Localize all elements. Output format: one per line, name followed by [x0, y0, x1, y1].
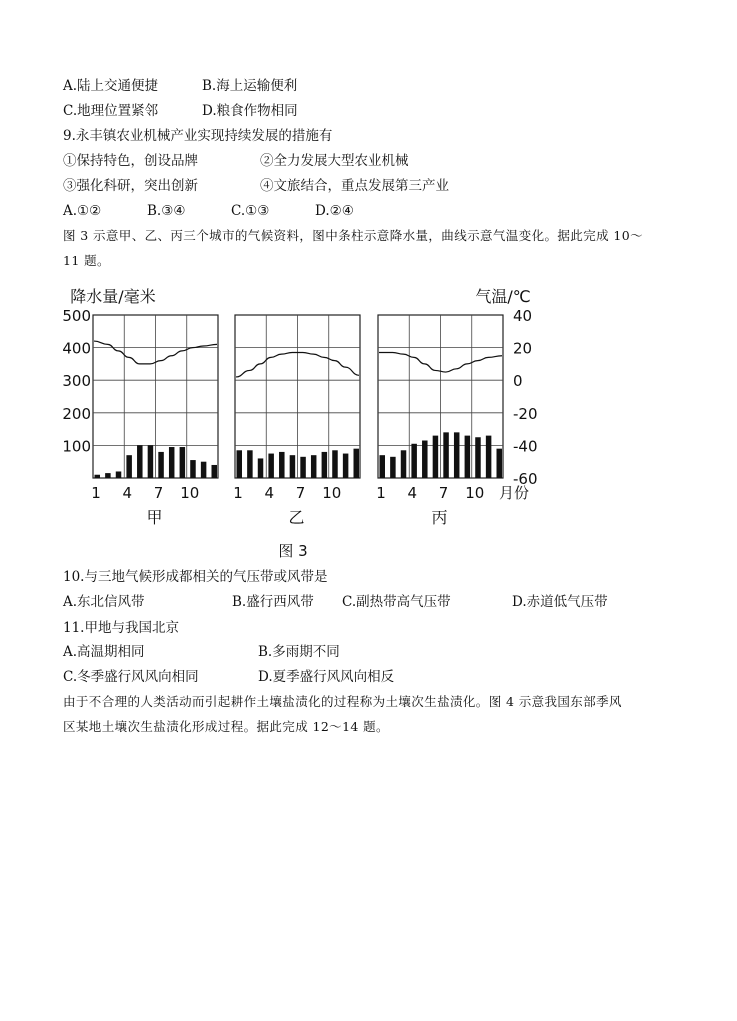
- precip-bar: [212, 465, 218, 478]
- month-tick-label: 7: [438, 484, 449, 502]
- precip-tick-label: 200: [62, 404, 91, 423]
- q10-stem: 10.与三地气候形成都相关的气压带或风带是: [63, 569, 328, 585]
- precip-bar: [116, 471, 122, 478]
- precip-bar: [354, 449, 360, 478]
- precip-bar: [380, 455, 386, 478]
- q11-stem: 11.甲地与我国北京: [63, 620, 179, 636]
- q9-item-3: ③强化科研，突出创新: [63, 178, 198, 194]
- q9-option-c: C.①③: [231, 203, 270, 219]
- temp-tick-label: 40: [513, 307, 533, 325]
- q8-option-c: C.地理位置紧邻: [63, 103, 159, 119]
- month-tick-label: 4: [122, 484, 133, 502]
- precip-bar: [180, 447, 186, 478]
- q8-option-d: D.粮食作物相同: [202, 103, 298, 119]
- climate-chart: [0, 280, 737, 560]
- month-tick-label: 10: [180, 484, 200, 502]
- q10-option-d: D.赤道低气压带: [512, 594, 608, 610]
- precip-bar: [443, 432, 449, 478]
- fig4-intro-line1: 由于不合理的人类活动而引起耕作土壤盐渍化的过程称为土壤次生盐渍化。图 4 示意我国东部季风: [63, 694, 622, 709]
- q10-option-a: A.东北信风带: [63, 594, 145, 610]
- q8-option-b: B.海上运输便利: [202, 78, 298, 94]
- precip-bar: [201, 462, 207, 478]
- temp-tick-label: 0: [513, 372, 523, 391]
- q11-option-b: B.多雨期不同: [258, 644, 340, 660]
- q11-option-d: D.夏季盛行风风向相反: [258, 669, 395, 685]
- precip-bar: [190, 460, 196, 478]
- temp-tick-label: 20: [513, 339, 533, 358]
- precip-bar: [137, 445, 143, 478]
- precip-bar: [475, 437, 481, 478]
- precip-bar: [433, 436, 439, 478]
- precip-bar: [343, 454, 349, 478]
- precip-bar: [465, 436, 471, 478]
- precip-bar: [422, 441, 428, 478]
- precip-axis-title: 降水量/毫米: [70, 287, 156, 306]
- q10-option-b: B.盛行西风带: [232, 594, 314, 610]
- q9-option-b: B.③④: [147, 203, 186, 219]
- q11-option-a: A.高温期相同: [63, 644, 145, 660]
- month-unit-label: 月份: [498, 484, 530, 502]
- precip-bar: [311, 455, 317, 478]
- precip-bar: [486, 436, 492, 478]
- precip-bar: [148, 445, 154, 478]
- precip-bar: [247, 450, 253, 478]
- precip-bar: [268, 454, 274, 478]
- month-tick-label: 1: [91, 484, 101, 502]
- temp-tick-label: -20: [513, 404, 538, 423]
- month-tick-label: 10: [322, 484, 342, 502]
- month-tick-label: 4: [264, 484, 275, 502]
- month-tick-label: 10: [465, 484, 485, 502]
- month-tick-label: 7: [153, 484, 164, 502]
- month-tick-label: 7: [295, 484, 306, 502]
- precip-bar: [454, 432, 460, 478]
- precip-bar: [411, 444, 417, 478]
- temp-axis-title: 气温/℃: [475, 287, 531, 306]
- month-tick-label: 4: [407, 484, 418, 502]
- q9-option-d: D.②④: [315, 203, 354, 219]
- precip-bar: [322, 452, 328, 478]
- precip-tick-label: 100: [62, 437, 91, 456]
- q11-option-c: C.冬季盛行风风向相同: [63, 669, 199, 685]
- precip-bar: [300, 457, 306, 478]
- precip-tick-label: 500: [62, 307, 91, 325]
- precip-bar: [401, 450, 407, 478]
- precip-tick-label: 300: [62, 372, 91, 391]
- precip-bar: [290, 455, 296, 478]
- q9-option-a: A.①②: [63, 203, 102, 219]
- precip-bar: [169, 447, 175, 478]
- panel-name-label: 丙: [431, 508, 448, 527]
- figure-caption: 图 3: [278, 542, 308, 560]
- fig4-intro-line2: 区某地土壤次生盐渍化形成过程。据此完成 12～14 题。: [63, 719, 389, 734]
- q9-stem: 9.永丰镇农业机械产业实现持续发展的措施有: [63, 128, 333, 144]
- precip-bar: [126, 455, 132, 478]
- q9-item-4: ④文旅结合，重点发展第三产业: [260, 178, 449, 194]
- temp-tick-label: -60: [513, 470, 538, 488]
- precip-bar: [237, 450, 243, 478]
- q10-option-c: C.副热带高气压带: [342, 594, 451, 610]
- precip-bar: [105, 473, 111, 478]
- month-tick-label: 1: [233, 484, 243, 502]
- precip-bar: [332, 450, 338, 478]
- precip-bar: [390, 457, 396, 478]
- climate-chart-svg: [0, 280, 737, 560]
- temp-tick-label: -40: [513, 437, 538, 456]
- precip-bar: [258, 458, 264, 478]
- q9-item-2: ②全力发展大型农业机械: [260, 153, 409, 169]
- q8-option-a: A.陆上交通便捷: [63, 78, 159, 94]
- q9-item-1: ①保持特色，创设品牌: [63, 153, 198, 169]
- precip-bar: [497, 449, 503, 478]
- precip-tick-label: 400: [62, 339, 91, 358]
- precip-bar: [279, 452, 285, 478]
- panel-name-label: 甲: [146, 508, 163, 527]
- fig3-intro-line2: 11 题。: [63, 253, 110, 268]
- precip-bar: [158, 452, 164, 478]
- month-tick-label: 1: [376, 484, 386, 502]
- panel-name-label: 乙: [288, 508, 305, 527]
- fig3-intro-line1: 图 3 示意甲、乙、丙三个城市的气候资料，图中条柱示意降水量，曲线示意气温变化。据此完成 10～: [63, 228, 643, 243]
- precip-bar: [95, 475, 101, 478]
